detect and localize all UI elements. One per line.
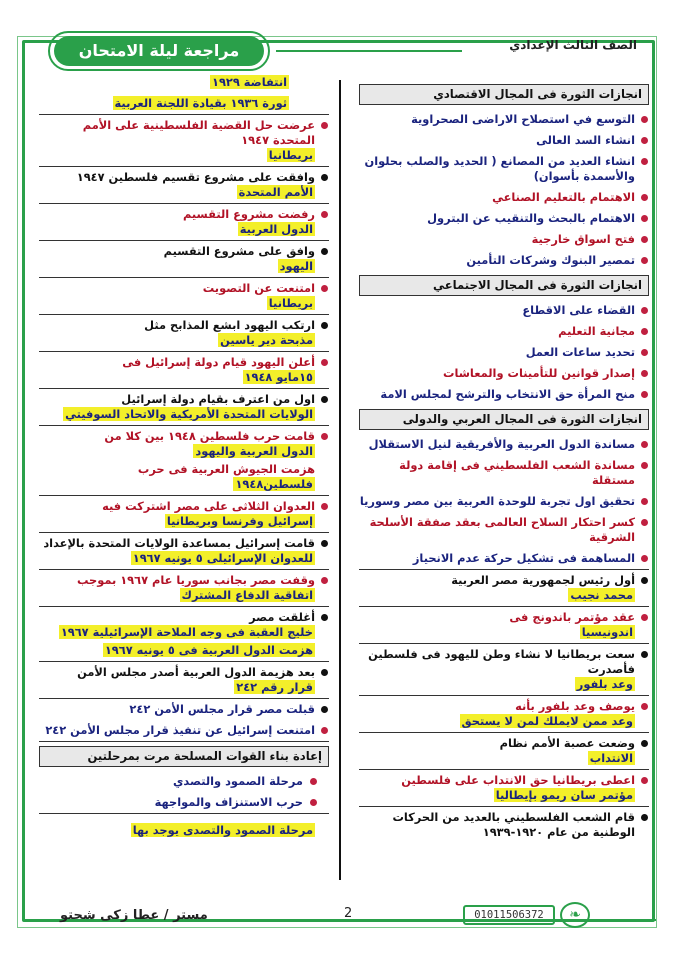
list-item: فتح اسواق خارجية: [359, 229, 649, 250]
right-qa-list: [359, 570, 649, 843]
army-note: مرحلة الصمود والتصدى يوجد بها: [132, 823, 313, 837]
economic-heading: انجازات الثورة فى المجال الاقتصادي: [359, 84, 649, 105]
list-item: تحقيق اول تجربة للوحدة العربية بين مصر وسوريا: [359, 491, 649, 512]
qa-item: رفضت مشروع التقسيم الدول العربية: [39, 204, 329, 241]
top-item: ثورة ١٩٣٦ بقيادة اللجنة العربية: [39, 93, 329, 115]
page-number: 2: [344, 906, 353, 921]
qa-item: وقفت مصر بجانب سوريا عام ١٩٦٧ بموجب اتفاقية الدفاع المشترك: [39, 570, 329, 607]
economic-list: [359, 109, 649, 271]
qa-item: اول من اعترف بقيام دولة إسرائيل الولايات المتحدة الأمريكية والاتحاد السوفيتي: [39, 389, 329, 426]
phone-number: 01011506372: [463, 905, 555, 925]
logo-icon: ❧: [560, 902, 590, 928]
qa-item: امتنعت عن التصويت بريطانيا: [39, 278, 329, 315]
list-item: مساندة الدول العربية والأفريقية لنيل الاستقلال: [359, 434, 649, 455]
social-list: [359, 300, 649, 405]
qa-item: يوصف وعد بلفور بأنه وعد ممن لايملك لمن لا يستحق: [359, 696, 649, 733]
footer-line-end: [596, 919, 656, 921]
intl-list: [359, 434, 649, 570]
list-item: مرحلة الصمود والتصدي: [39, 771, 329, 792]
list-item: انشاء السد العالى: [359, 130, 649, 151]
qa-item: هزمت الدول العربية فى ٥ يونيه ١٩٦٧: [39, 643, 329, 662]
army-heading: إعادة بناء القوات المسلحة مرت بمرحلتين: [39, 746, 329, 767]
qa-item: هزمت الجيوش العربية فى حرب فلسطين١٩٤٨: [39, 462, 329, 496]
footer-line-right: [366, 919, 458, 921]
left-column: [39, 72, 329, 841]
qa-item: قام الشعب الفلسطيني بالعديد من الحركات الوطنية من عام ١٩٢٠-١٩٣٩: [359, 807, 649, 843]
qa-item: أعلن اليهود قيام دولة إسرائيل فى ١٥مايو ١٩٤٨: [39, 352, 329, 389]
header-divider: [276, 50, 462, 52]
qa-item: وضعت عصبة الأمم نظام الانتداب: [359, 733, 649, 770]
qa-item: وافقت على مشروع تقسيم فلسطين ١٩٤٧ الأمم المتحدة: [39, 167, 329, 204]
qa-item: وافق على مشروع التقسيم اليهود: [39, 241, 329, 278]
qa-item: أغلقت مصر خليج العقبة فى وجه الملاحة الإسرائيلية ١٩٦٧: [39, 607, 329, 643]
qa-item: أول رئيس لجمهورية مصر العربية محمد نجيب: [359, 570, 649, 607]
column-divider: [339, 80, 341, 880]
grade-label: الصف الثالث الإعدادي: [509, 38, 637, 52]
social-heading: انجازات الثورة فى المجال الاجتماعي: [359, 275, 649, 296]
intl-heading: انجازات الثورة فى المجال العربي والدولى: [359, 409, 649, 430]
list-item: حرب الاستنزاف والمواجهة: [39, 792, 329, 814]
list-item: المساهمة فى تشكيل حركة عدم الانحياز: [359, 548, 649, 570]
list-item: مساندة الشعب الفلسطيني فى إقامة دولة مستقلة: [359, 455, 649, 491]
qa-item: عرضت حل القضية الفلسطينية على الأمم المتحدة ١٩٤٧ بريطانيا: [39, 115, 329, 167]
qa-item: امتنعت إسرائيل عن تنفيذ قرار مجلس الأمن ٢٤٢: [39, 720, 329, 742]
qa-item: قبلت مصر قرار مجلس الأمن ٢٤٢: [39, 699, 329, 720]
qa-item: العدوان الثلاثى على مصر اشتركت فيه إسرائيل وفرنسا وبريطانيا: [39, 496, 329, 533]
qa-item: قامت حرب فلسطين ١٩٤٨ بين كلا من الدول العربية واليهود: [39, 426, 329, 462]
list-item: منح المرأة حق الانتخاب والترشح لمجلس الامة: [359, 384, 649, 405]
qa-item: قامت إسرائيل بمساعدة الولايات المتحدة بالإعداد للعدوان الإسرائيلى ٥ يونيه ١٩٦٧: [39, 533, 329, 570]
list-item: القضاء على الاقطاع: [359, 300, 649, 321]
footer-line-left: [30, 919, 52, 921]
author-name: مستر / عطا زكى شحتو: [60, 908, 208, 923]
list-item: الاهتمام بالبحث والتنقيب عن البترول: [359, 208, 649, 229]
list-item: التوسع في استصلاح الاراضى الصحراوية: [359, 109, 649, 130]
list-item: تحديد ساعات العمل: [359, 342, 649, 363]
list-item: مجانية التعليم: [359, 321, 649, 342]
qa-item: بعد هزيمة الدول العربية أصدر مجلس الأمن قرار رقم ٢٤٢: [39, 662, 329, 699]
qa-item: ارتكب اليهود ابشع المذابح مثل مذبحة دير ياسين: [39, 315, 329, 352]
list-item: تمصير البنوك وشركات التأمين: [359, 250, 649, 271]
list-item: انشاء العديد من المصانع ( الحديد والصلب بحلوان والأسمدة بأسوان): [359, 151, 649, 187]
list-item: الاهتمام بالتعليم الصناعي: [359, 187, 649, 208]
list-item: إصدار قوانين للتأمينات والمعاشات: [359, 363, 649, 384]
top-item: انتفاضة ١٩٢٩: [212, 75, 287, 89]
qa-item: سعت بريطانيا لا نشاء وطن لليهود فى فلسطين فأصدرت وعد بلفور: [359, 644, 649, 696]
page-title: مراجعة ليلة الامتحان: [54, 36, 264, 66]
qa-item: عقد مؤتمر باندونج فى اندونيسيا: [359, 607, 649, 644]
right-column: [359, 80, 649, 843]
list-item: كسر احتكار السلاح العالمى بعقد صفقة الأسلحة الشرقية: [359, 512, 649, 548]
qa-item: اعطى بريطانيا حق الانتداب على فلسطين مؤتمر سان ريمو بإيطاليا: [359, 770, 649, 807]
footer-line-mid: [238, 919, 336, 921]
